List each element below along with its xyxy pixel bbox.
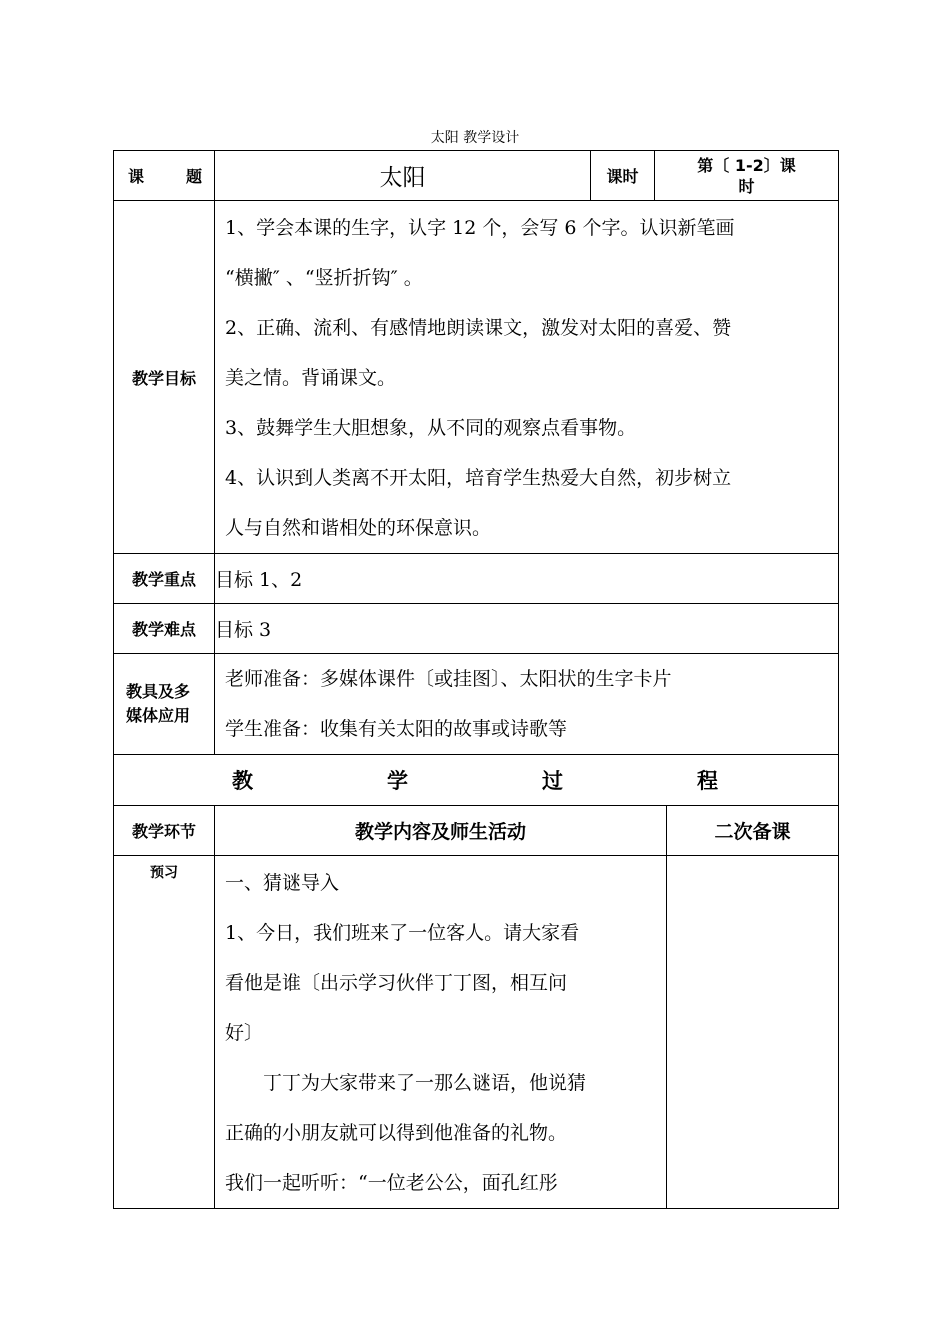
materials-row bbox=[114, 654, 839, 755]
topic-row bbox=[114, 151, 839, 201]
preview-line: 丁丁为大家带来了一那么谜语，他说猜 bbox=[263, 1072, 587, 1094]
column-header-notes: 二次备课 bbox=[667, 806, 839, 856]
preview-line: 我们一起听听：“一位老公公，面孔红彤 bbox=[225, 1172, 558, 1194]
process-char: 过 bbox=[542, 769, 563, 793]
preview-stage: 预习 bbox=[114, 856, 215, 1209]
objectives-row bbox=[114, 201, 839, 554]
materials-label-line2: 媒体应用 bbox=[126, 706, 191, 725]
topic-label-cell bbox=[114, 151, 215, 201]
topic-label-char-1: 课 bbox=[128, 167, 145, 186]
preview-notes bbox=[667, 856, 839, 1209]
objective-line: 3、鼓舞学生大胆想象，从不同的观察点看事物。 bbox=[225, 417, 637, 439]
period-value-line2: 时 bbox=[738, 176, 755, 196]
document-title: 太阳 教学设计 bbox=[430, 130, 520, 146]
materials-label-cell bbox=[114, 654, 215, 755]
materials-student: 学生准备：收集有关太阳的故事或诗歌等 bbox=[225, 718, 568, 740]
process-heading-row bbox=[114, 755, 839, 806]
objective-line: 美之情。背诵课文。 bbox=[225, 367, 397, 389]
materials-teacher: 老师准备：多媒体课件〔或挂图〕、太阳状的生字卡片 bbox=[225, 668, 672, 690]
objective-line: 4、认识到人类离不开太阳，培育学生热爱大自然，初步树立 bbox=[225, 467, 732, 489]
column-header-row bbox=[114, 806, 839, 856]
key-points-row bbox=[114, 554, 839, 604]
objective-line: 1、学会本课的生字，认字 12 个，会写 6 个字。认识新笔画 bbox=[225, 217, 735, 239]
key-points-label: 教学重点 bbox=[114, 554, 215, 604]
period-value-cell bbox=[655, 151, 839, 201]
topic-label-char-2: 题 bbox=[185, 167, 202, 186]
preview-line: 看他是谁〔出示学习伙伴丁丁图，相互问 bbox=[225, 972, 568, 994]
process-heading bbox=[114, 755, 839, 806]
objectives-label: 教学目标 bbox=[114, 201, 215, 554]
period-value-line1: 第〔 1-2〕课 bbox=[697, 155, 796, 175]
preview-line: 好〕 bbox=[225, 1022, 264, 1044]
materials-content bbox=[215, 654, 839, 755]
topic-value: 太阳 bbox=[215, 151, 591, 201]
lesson-plan-table bbox=[113, 150, 839, 1209]
materials-label-line1: 教具及多 bbox=[126, 682, 191, 701]
process-char: 学 bbox=[387, 769, 408, 793]
difficulties-value: 目标 3 bbox=[215, 604, 839, 654]
key-points-value: 目标 1、2 bbox=[215, 554, 839, 604]
objectives-content bbox=[215, 201, 839, 554]
process-char: 教 bbox=[232, 769, 253, 793]
objective-line: 人与自然和谐相处的环保意识。 bbox=[225, 517, 492, 539]
column-header-content: 教学内容及师生活动 bbox=[215, 806, 667, 856]
period-label: 课时 bbox=[591, 151, 655, 201]
preview-row bbox=[114, 856, 839, 1209]
preview-line: 正确的小朋友就可以得到他准备的礼物。 bbox=[225, 1122, 568, 1144]
column-header-stage: 教学环节 bbox=[114, 806, 215, 856]
difficulties-row bbox=[114, 604, 839, 654]
objective-line: “横撇″ 、“竖折折钩″ 。 bbox=[225, 267, 423, 289]
preview-line: 一、猜谜导入 bbox=[225, 872, 340, 894]
objective-line: 2、正确、流利、有感情地朗读课文，激发对太阳的喜爱、赞 bbox=[225, 317, 732, 339]
difficulties-label: 教学难点 bbox=[114, 604, 215, 654]
process-char: 程 bbox=[697, 769, 718, 793]
preview-content bbox=[215, 856, 667, 1209]
preview-line: 1、今日，我们班来了一位客人。请大家看 bbox=[225, 922, 580, 944]
